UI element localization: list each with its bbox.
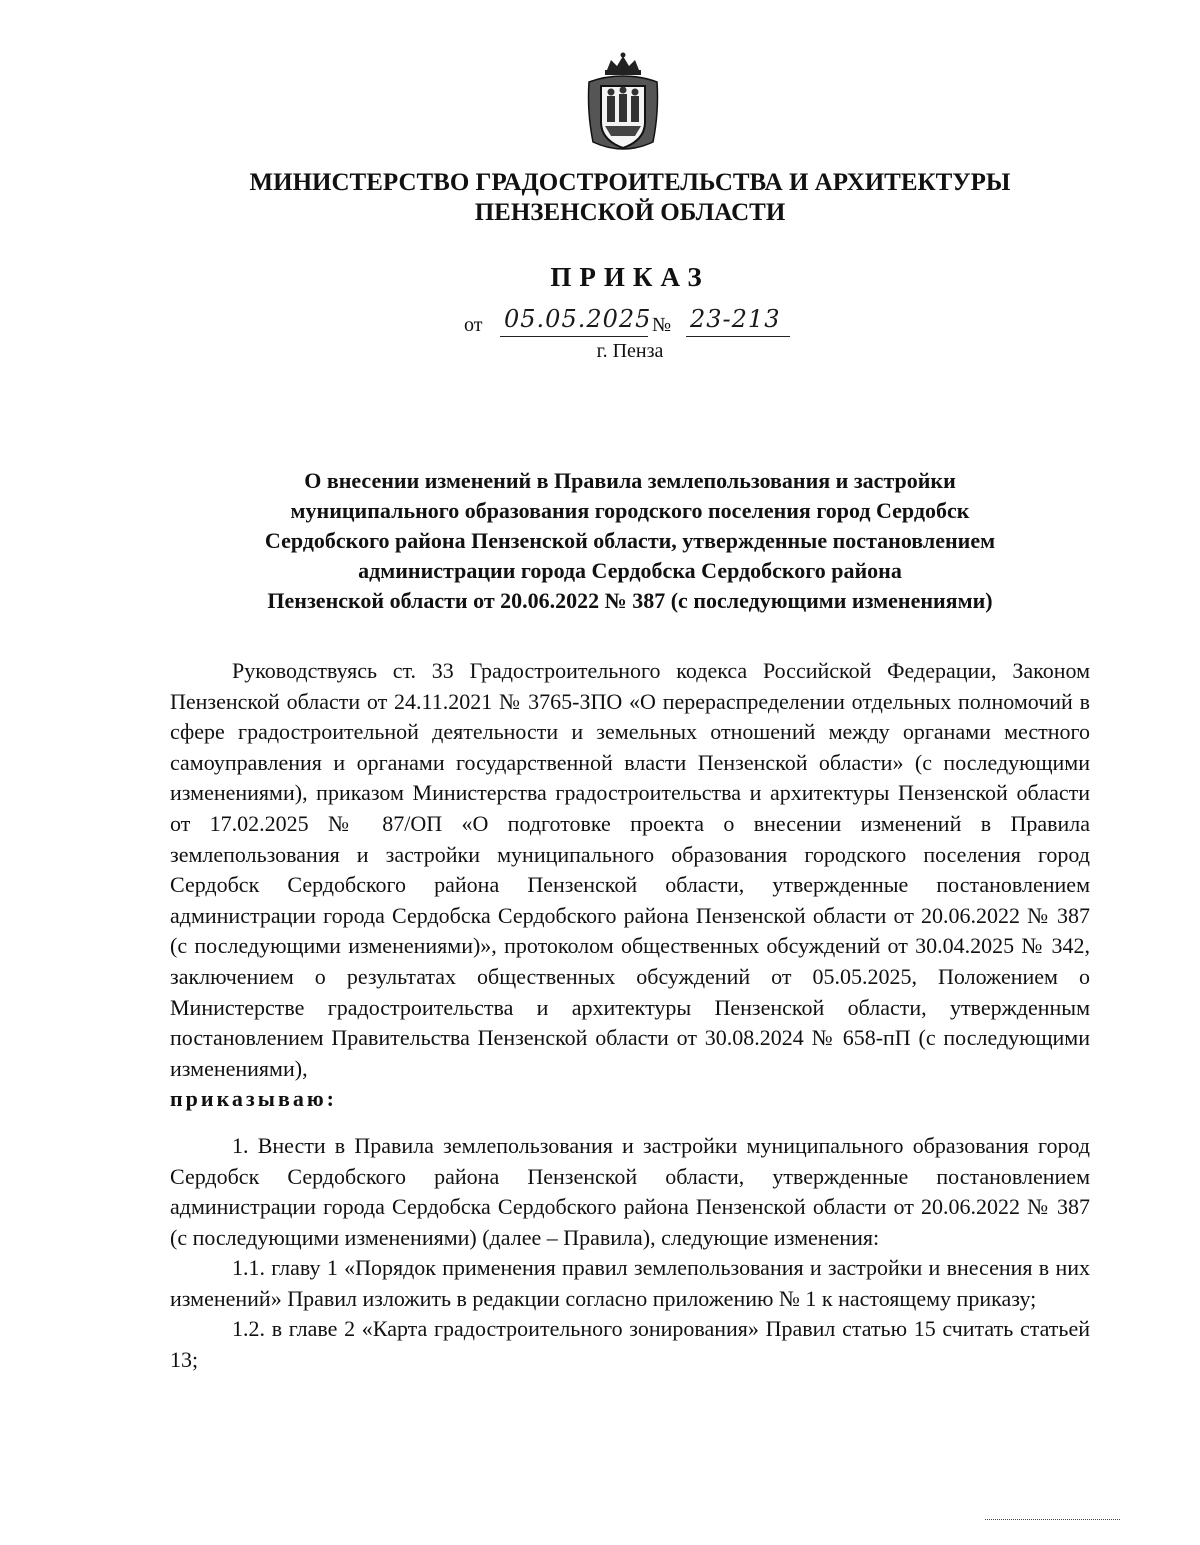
order-date-number [464, 305, 864, 341]
subject-line-2: муниципального образования городского поселения город Сердобск [290, 498, 970, 523]
subject-line-5: Пензенской области от 20.06.2022 № 387 (с последующими изменениями) [267, 588, 993, 613]
date-underline [500, 336, 648, 337]
handwritten-date: 05.05.2025 [504, 305, 652, 333]
city: г. Пенза [596, 340, 664, 362]
order-word: приказываю: [170, 1086, 337, 1112]
item-1-1-paragraph: 1.1. главу 1 «Порядок применения правил землепользования и застройки и внесения в них изменений» Правил изложить в редакции согласно приложению № 1 к настоящему приказу; [170, 1255, 1090, 1311]
ministry-name-line-1: МИНИСТЕРСТВО ГРАДОСТРОИТЕЛЬСТВА И АРХИТЕКТУРЫ [249, 169, 1011, 196]
number-underline [686, 336, 790, 337]
order-subject [165, 466, 1095, 616]
coat-of-arms-icon [583, 52, 663, 156]
date-prefix: от [464, 314, 483, 336]
handwritten-number: 23-213 [690, 305, 781, 333]
subject-line-1: О внесении изменений в Правила землепользования и застройки [304, 468, 956, 493]
subject-line-3: Сердобского района Пензенской области, утвержденные постановлением [264, 528, 996, 553]
preamble-paragraph: Руководствуясь ст. 33 Градостроительного кодекса Российской Федерации, Законом Пензенской области от 24.11.2021 № 3765-ЗПО «О перераспределении отдельных полномочий в сфере градостроительной деятельности и земельных отношений между органами местного самоуправления и органами государственной власти Пензенской области» (с последующими изменениями), приказом Министерства градостроительства и архитектуры Пензенской области от 17.02.2025 № 87/ОП «О подготовке проекта о внесении изменений в Правила землепользования и застройки муниципального образования городского поселения город Сердобск Сердобского района Пензенской области, утвержденные постановлением администрации города Сердобска Сердобского района Пензенской области от 20.06.2022 № 387 (с последующими изменениями)», протоколом общественных обсуждений от 30.04.2025 № 342, заключением о результатах общественных обсуждений от 05.05.2025, Положением о Министерстве градостроительства и архитектуры Пензенской области, утвержденным постановлением Правительства Пензенской области от 30.08.2024 № 658-пП (с последующими изменениями), [170, 658, 1090, 1081]
subject-line-4: администрации города Сердобска Сердобского района [358, 558, 902, 583]
ministry-name-line-2: ПЕНЗЕНСКОЙ ОБЛАСТИ [474, 199, 786, 226]
number-label: № [652, 314, 672, 336]
ministry-name [180, 168, 1080, 228]
item-1-2-paragraph: 1.2. в главе 2 «Карта градостроительного зонирования» Правил статью 15 считать статьей 13; [170, 1316, 1090, 1373]
item-1-paragraph: 1. Внести в Правила землепользования и застройки муниципального образования город Сердобск Сердобского района Пензенской области, утвержденные постановлением администрации города Сердобска Сердобского района Пензенской области от 20.06.2022 № 387 (с последующими изменениями) (далее – Правила), следующие изменения: [170, 1132, 1090, 1250]
footer-dotted-line [985, 1519, 1120, 1520]
paragraph-gap [170, 1115, 1090, 1131]
order-body [170, 656, 1090, 1376]
order-title: ПРИКАЗ [550, 262, 710, 292]
